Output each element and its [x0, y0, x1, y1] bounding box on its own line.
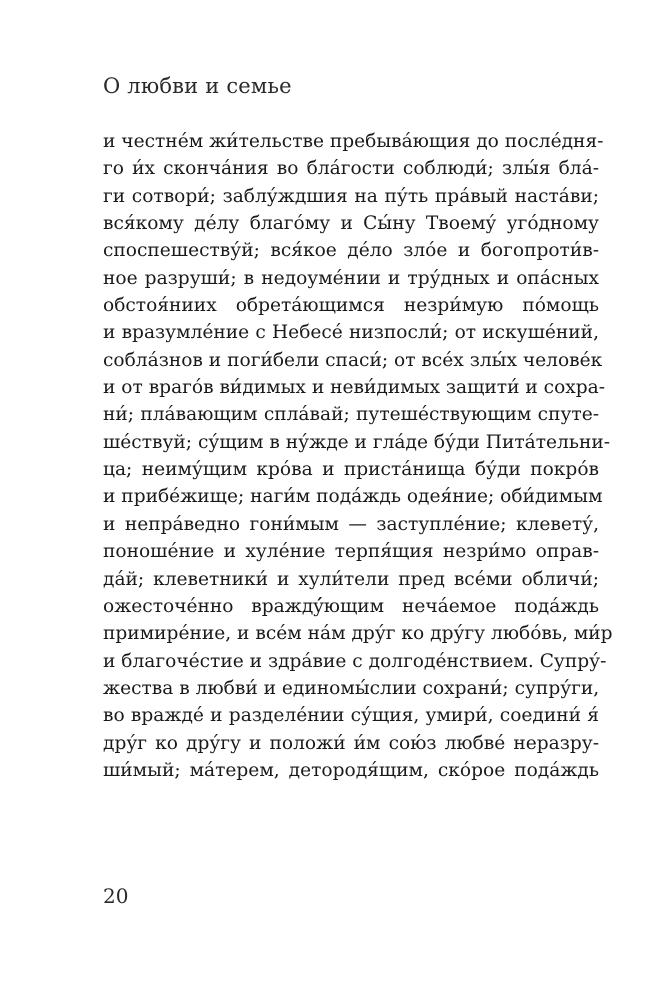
text-line: и честне́м жи́тельстве пребыва́ющия до после́дня-	[103, 131, 604, 152]
text-line: собла́знов и поги́бели спаси́; от все́х злы́х челове́к	[103, 349, 603, 371]
body-text	[103, 128, 613, 784]
text-line: ни́; пла́вающим спла́вай; путеше́ствующим спуте-	[103, 404, 599, 426]
page-number: 20	[103, 884, 129, 908]
text-line: и вразумле́ние с Небесе́ низпосли́; от искуше́ний,	[103, 322, 599, 344]
text-line: ное разруши́; в недоуме́нии и тру́дных и опа́сных	[103, 267, 599, 289]
text-line: дру́г ко дру́гу и положи́ и́м сою́з любве́ неразру-	[103, 732, 599, 754]
text-line: ги сотвори́; заблу́ждшия на пу́ть пра́вый наста́ви;	[103, 185, 599, 207]
text-line: го и́х сконча́ния во бла́гости соблюди́; злы́я бла́-	[103, 158, 599, 180]
text-line: и прибе́жище; наги́м пода́ждь одея́ние; оби́димым	[103, 486, 603, 508]
text-line: поноше́ние и хуле́ние терпя́щия незри́мо оправ-	[103, 541, 599, 563]
text-line: ши́мый; ма́терем, детородя́щим, ско́рое пода́ждь	[103, 759, 599, 781]
text-line: и от враго́в ви́димых и неви́димых защити́ и сохра-	[103, 377, 606, 399]
text-line: и непра́ведно гони́мым — заступле́ние; клевету́,	[103, 513, 599, 535]
text-line: ца; неиму́щим кро́ва и приста́нища бу́ди покро́в	[103, 459, 599, 481]
text-line: споспешеству́й; вся́кое де́ло зло́е и богопроти́в-	[103, 240, 599, 262]
text-line: вся́кому де́лу благо́му и Сы́ну Твоему́ уго́дному	[103, 213, 599, 235]
text-line: и благоче́стие и здра́вие с долгоде́нствием. Супру́-	[103, 650, 607, 672]
text-line: во вражде́ и разделе́нии су́щия, умири́, соедини́ я́	[103, 705, 599, 727]
text-line: жества в любви́ и единомы́слии сохрани́; супру́ги,	[103, 677, 600, 699]
text-line: обстоя́ниих обрета́ющимся незри́мую по́мощь	[103, 295, 599, 317]
text-line: примире́ние, и все́м на́м дру́г ко дру́гу любо́вь, ми́р	[103, 623, 613, 645]
text-line: ше́ствуй; су́щим в ну́жде и гла́де бу́ди Пита́тельни-	[103, 431, 611, 453]
page-header-title: О любви и семье	[103, 74, 292, 98]
text-line: ожесточе́нно враждý́ющим неча́емое пода́ждь	[103, 595, 599, 617]
text-line: да́й; клеветники́ и хули́тели пред все́ми обличи́;	[103, 568, 599, 590]
